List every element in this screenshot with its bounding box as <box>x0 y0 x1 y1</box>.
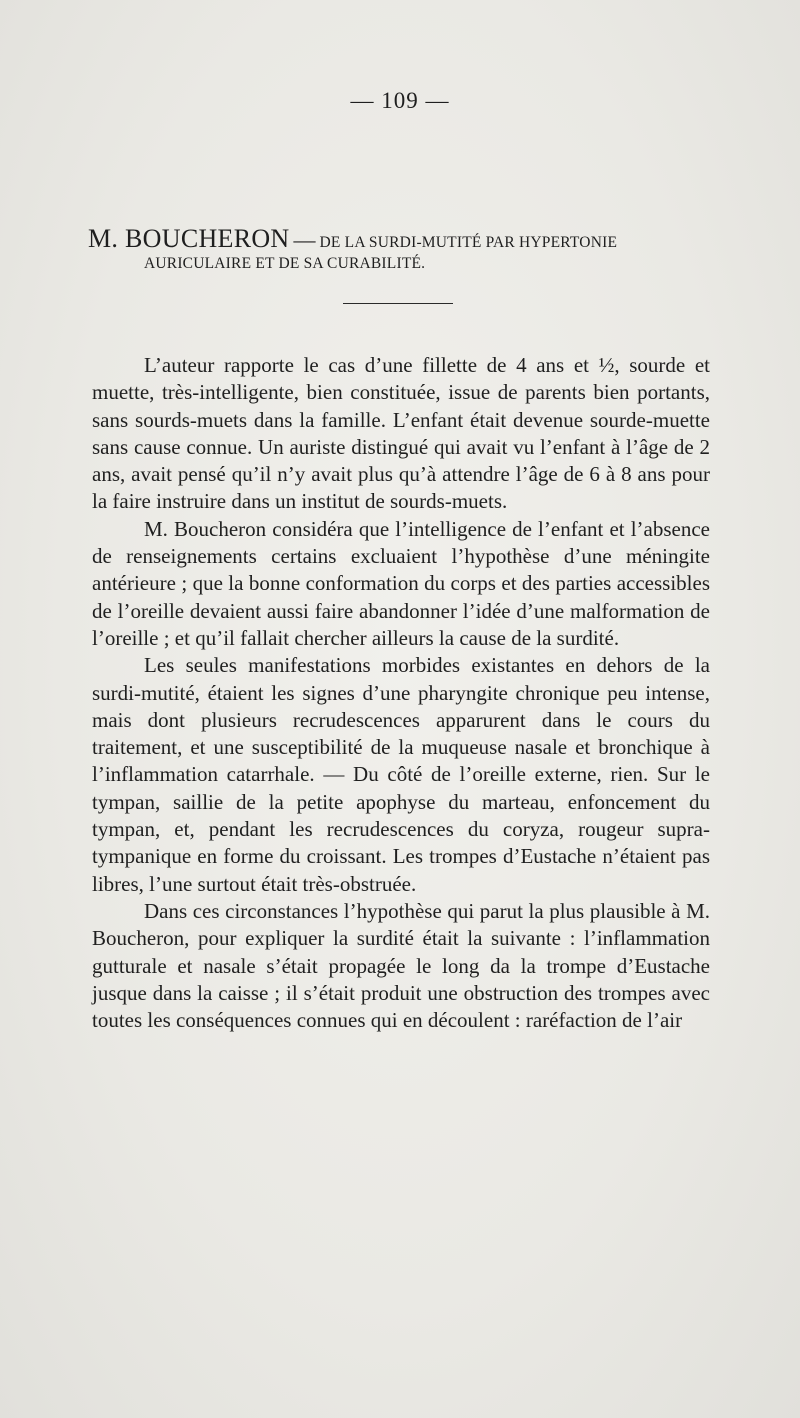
article-body <box>92 352 710 1034</box>
title-subject-line2: AURICULAIRE ET DE SA CURABILITÉ. <box>144 255 426 272</box>
paragraph-3: Les seules manifestations morbides existantes en dehors de la surdi-mutité, étaient les signes d’une pharyngite chronique peu intense, mais dont plusieurs recrudescences apparurent dans le cours du traitement, et une susceptibilité de la muqueuse nasale et bronchique à l’inflammation catarrhale. — Du côté de l’oreille externe, rien. Sur le tympan, saillie de la petite apophyse du marteau, enfoncement du tympan, et, pendant les recrudescences du coryza, rougeur supra-tympanique en forme du croissant. Les trompes d’Eustache n’étaient pas libres, l’une surtout était très-obstruée. <box>92 653 710 896</box>
author-name: M. BOUCHERON <box>88 224 290 253</box>
paragraph-4: Dans ces circonstances l’hypothèse qui parut la plus plausible à M. Boucheron, pour expliquer la surdité était la suivante : l’inflammation gutturale et nasale s’était propagée le long da la trompe d’Eustache jusque dans la caisse ; il s’était produit une obstruction des trompes avec toutes les conséquences connues qui en découlent : raréfaction de l’air <box>92 898 710 1033</box>
article-title <box>88 224 728 273</box>
page-number: — 109 — <box>350 88 450 113</box>
paragraph-2: M. Boucheron considéra que l’intelligence de l’enfant et l’absence de renseignements certains excluaient l’hypothèse d’une méningite antérieure ; que la bonne conformation du corps et des parties accessibles de l’oreille devaient aussi faire abandonner l’idée d’une malformation de l’oreille ; et qu’il fallait chercher ailleurs la cause de la surdité. <box>92 516 710 650</box>
title-subject-line1: DE LA SURDI-MUTITÉ PAR HYPERTONIE <box>319 234 618 251</box>
title-separator-rule <box>343 303 453 304</box>
title-dash: — <box>293 227 316 252</box>
paragraph-1: L’auteur rapporte le cas d’une fillette de 4 ans et ½, sourde et muette, très-intelligente, bien constituée, issue de parents bien portants, sans sourds-muets dans la famille. L’enfant était devenue sourde-muette sans cause connue. Un auriste distingué qui avait vu l’enfant à l’âge de 2 ans, avait pensé qu’il n’y avait plus qu’à attendre l’âge de 6 à 8 ans pour la faire instruire dans un institut de sourds-muets. <box>92 353 710 514</box>
